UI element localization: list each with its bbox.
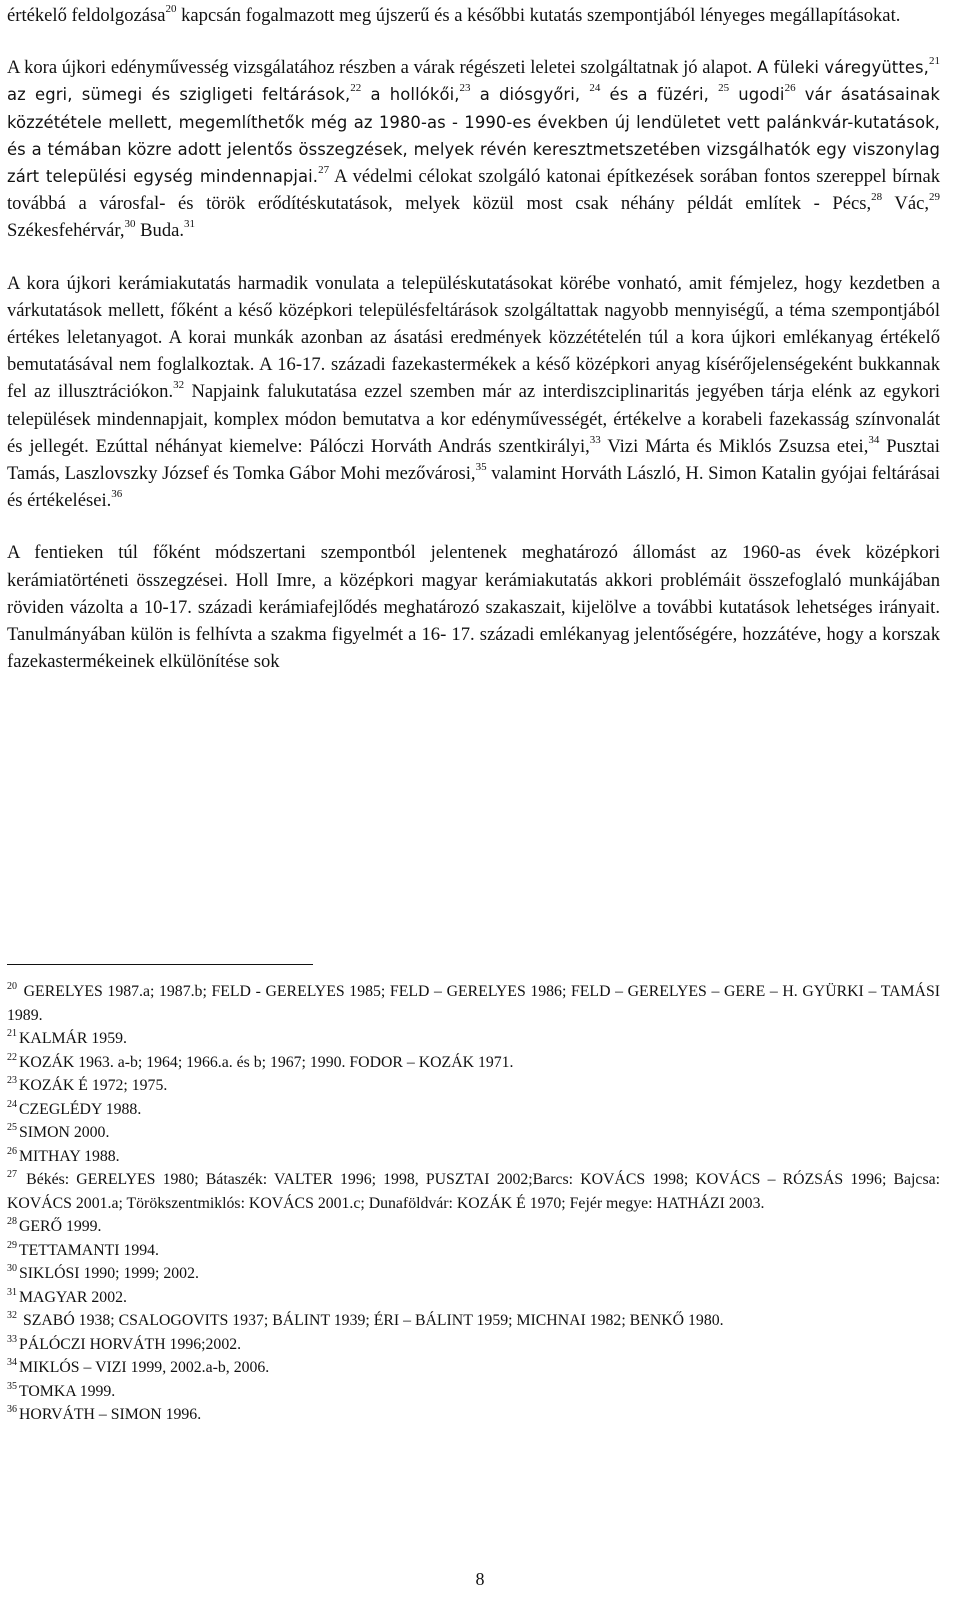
text-run: kapcsán fogalmazott meg újszerű és a későbbi kutatás szempontjából lényeges megállapításokat. xyxy=(176,5,901,26)
footnote-separator xyxy=(7,964,313,965)
footnote-ref[interactable]: 29 xyxy=(929,191,940,204)
text-run: A kora újkori kerámiakutatás harmadik vonulata a településkutatásokat körébe vonható, amit fémjelez, hogy kezdetben a várkutatások mellett, főként a késő középkori településfeltárások szolgáltattak nagyobb mennyiségű, a téma szempontjából értékes leletanyagot. A korai munkák azonban az ásatási eredmények közzétételén túl a kora újkori emlékanyag értékelő bemutatásával nem foglalkoztak. A 16-17. századi fazekastermékek a késő középkori anyag kísérőjelenségeként bukkannak fel az illusztrációkon. xyxy=(7,272,940,403)
footnote-ref[interactable]: 25 xyxy=(718,82,730,95)
footnote-item xyxy=(7,1145,940,1169)
footnote-ref[interactable]: 28 xyxy=(871,191,883,204)
footnote-number: 32 xyxy=(7,1310,17,1321)
main-text xyxy=(7,2,940,700)
footnote-item xyxy=(7,1168,940,1215)
footnote-item xyxy=(7,1121,940,1145)
footnote-number: 36 xyxy=(7,1404,17,1415)
footnote-ref[interactable]: 33 xyxy=(589,433,601,446)
footnote-item xyxy=(7,1286,940,1310)
text-run: értékelő feldolgozása xyxy=(7,5,166,26)
footnote-ref[interactable]: 35 xyxy=(475,461,487,474)
footnote-text: GERELYES 1987.a; 1987.b; FELD - GERELYES 1985; FELD – GERELYES 1986; FELD – GERELYES – GERE – H. GYÜRKI – TAMÁSI 1989. xyxy=(7,983,940,1024)
footnote-number: 24 xyxy=(7,1098,17,1110)
footnote-item xyxy=(7,1403,940,1427)
footnote-text: PÁLÓCZI HORVÁTH 1996;2002. xyxy=(19,1335,242,1353)
footnote-item xyxy=(7,1074,940,1098)
footnote-text: HORVÁTH – SIMON 1996. xyxy=(19,1406,202,1423)
footnote-number: 22 xyxy=(7,1051,17,1063)
footnote-item xyxy=(7,1051,940,1075)
footnote-ref[interactable]: 30 xyxy=(124,218,136,231)
footnote-number: 20 xyxy=(7,981,17,992)
footnote-number: 30 xyxy=(7,1263,17,1274)
footnote-ref[interactable]: 24 xyxy=(589,82,601,95)
footnote-text: SZABÓ 1938; CSALOGOVITS 1937; BÁLINT 1939; ÉRI – BÁLINT 1959; MICHNAI 1982; BENKŐ 1980. xyxy=(19,1312,724,1329)
footnote-item xyxy=(7,980,940,1027)
text-run: és a füzéri, xyxy=(600,85,719,105)
footnote-text: CZEGLÉDY 1988. xyxy=(19,1100,142,1118)
text-run: A kora újkori edényművesség vizsgálatához részben a várak régészeti leletei szolgáltatnak jó alapot. xyxy=(7,57,757,79)
footnote-item xyxy=(7,1380,940,1404)
page-number: 8 xyxy=(475,1569,485,1589)
text-run: A védelmi célokat szolgáló katonai építkezések sorában fontos szereppel bírnak továbbá a városfal- és török erődítéskutatások, melyek közül most csak néhány példát említek - Pécs, xyxy=(7,166,940,215)
text-run: a hollókői, xyxy=(361,85,460,105)
footnote-ref[interactable]: 26 xyxy=(784,82,796,95)
footnote-ref[interactable]: 31 xyxy=(184,218,196,231)
footnote-text: MITHAY 1988. xyxy=(19,1147,120,1165)
text-run: az egri, sümegi és szigligeti feltárások, xyxy=(7,85,351,105)
text-run: a diósgyőri, xyxy=(470,85,590,105)
footnote-number: 33 xyxy=(7,1333,17,1345)
text-run: valamint Horváth László, H. Simon Katalin gyójai feltárásai és értékelései. xyxy=(7,463,940,512)
footnote-ref[interactable]: 22 xyxy=(350,82,362,95)
footnote-text: SIKLÓSI 1990; 1999; 2002. xyxy=(19,1265,199,1282)
footnote-ref[interactable]: 23 xyxy=(459,82,471,95)
text-run: ugodi xyxy=(729,85,785,105)
footnote-item xyxy=(7,1262,940,1286)
footnote-number: 35 xyxy=(7,1380,17,1392)
footnote-number: 23 xyxy=(7,1075,17,1086)
footnote-number: 26 xyxy=(7,1145,17,1157)
footnote-ref[interactable]: 34 xyxy=(868,433,880,446)
text-run: Buda. xyxy=(135,220,185,242)
footnote-text: Békés: GERELYES 1980; Bátaszék: VALTER 1996; 1998, PUSZTAI 2002;Barcs: KOVÁCS 1998; KOVÁCS – RÓZSÁS 1996; Bajcsa: KOVÁCS 2001.a; Törökszentmiklós: KOVÁCS 2001.c; Dunaföldvár: KOZÁK É 1970; Fejér megye: HATHÁZI 2003. xyxy=(7,1171,940,1212)
footnote-text: SIMON 2000. xyxy=(19,1124,110,1141)
footnote-number: 34 xyxy=(7,1357,17,1368)
footnote-number: 29 xyxy=(7,1239,17,1251)
footnote-text: MAGYAR 2002. xyxy=(19,1288,127,1306)
paragraph-4 xyxy=(7,539,940,675)
footnote-number: 21 xyxy=(7,1028,17,1039)
footnote-item xyxy=(7,1309,940,1333)
footnote-text: KOZÁK É 1972; 1975. xyxy=(19,1077,168,1094)
footnote-item xyxy=(7,1333,940,1357)
footnote-item xyxy=(7,1098,940,1122)
footnote-item xyxy=(7,1215,940,1239)
paragraph-3 xyxy=(7,270,940,515)
footnote-number: 25 xyxy=(7,1122,17,1133)
footnote-ref[interactable]: 21 xyxy=(929,55,940,68)
text-run: Vizi Márta és Miklós Zsuzsa etei, xyxy=(600,435,869,457)
paragraph-2 xyxy=(7,54,940,244)
footnote-ref[interactable]: 27 xyxy=(318,164,330,177)
footnote-text: KALMÁR 1959. xyxy=(19,1030,127,1047)
footnote-item xyxy=(7,1239,940,1263)
text-run: Vác, xyxy=(882,193,929,215)
text-run: vár ásatásainak közzététele mellett, megemlíthetők még az 1980-as - 1990-es években új lendületet vett palánkvár-kutatások, és a témában közre adott jelentős összegzések, melyek révén keresztmetszetében vizsgálhatók egy viszonylag zárt települési egység mindennapjai. xyxy=(7,85,940,187)
footnote-text: KOZÁK 1963. a-b; 1964; 1966.a. és b; 1967; 1990. FODOR – KOZÁK 1971. xyxy=(19,1053,514,1071)
footnotes xyxy=(7,980,940,1427)
footnote-ref[interactable]: 36 xyxy=(111,488,123,501)
footnote-text: GERŐ 1999. xyxy=(19,1218,102,1235)
paragraph-1 xyxy=(7,2,940,29)
footnote-number: 28 xyxy=(7,1216,17,1227)
text-run: A fentieken túl főként módszertani szempontból jelentenek meghatározó állomást az 1960-as évek középkori kerámiatörténeti összegzései. Holl Imre, a középkori magyar kerámiakutatás akkori problémáit összefoglaló munkájában röviden vázolta a 10-17. századi kerámiafejlődés meghatározó szakaszait, kijelölve a további kutatások lehetséges irányait. Tanulmányában külön is felhívta a szakma figyelmét a 16- 17. századi emlékanyag jelentőségére, hozzátéve, hogy a korszak fazekastermékeinek elkülönítése sok xyxy=(7,542,940,673)
footnote-text: TETTAMANTI 1994. xyxy=(19,1241,160,1259)
footnote-number: 27 xyxy=(7,1169,17,1180)
footnote-item xyxy=(7,1027,940,1051)
footnote-text: MIKLÓS – VIZI 1999, 2002.a-b, 2006. xyxy=(19,1359,270,1376)
text-run: A füleki váregyüttes, xyxy=(756,58,929,78)
footnote-ref[interactable]: 32 xyxy=(173,379,185,392)
footnote-item xyxy=(7,1356,940,1380)
text-run: Pusztai Tamás, Laszlovszky József és Tomka Gábor Mohi mezővárosi, xyxy=(7,435,940,485)
text-run: Napjaink falukutatása ezzel szemben már az interdiszciplinaritás jegyében tárja elénk az egykori települések mindennapjait, komplex módon bemutatva a kor edényművességét, értékelve a korabeli fazekasság színvonalát és jellegét. Ezúttal néhányat kiemelve: Pálóczi Horváth András szentkirályi, xyxy=(7,381,940,457)
footnote-ref[interactable]: 20 xyxy=(165,3,177,15)
footnote-text: TOMKA 1999. xyxy=(19,1382,116,1400)
text-run: Székesfehérvár, xyxy=(7,220,125,242)
footnote-number: 31 xyxy=(7,1286,17,1298)
